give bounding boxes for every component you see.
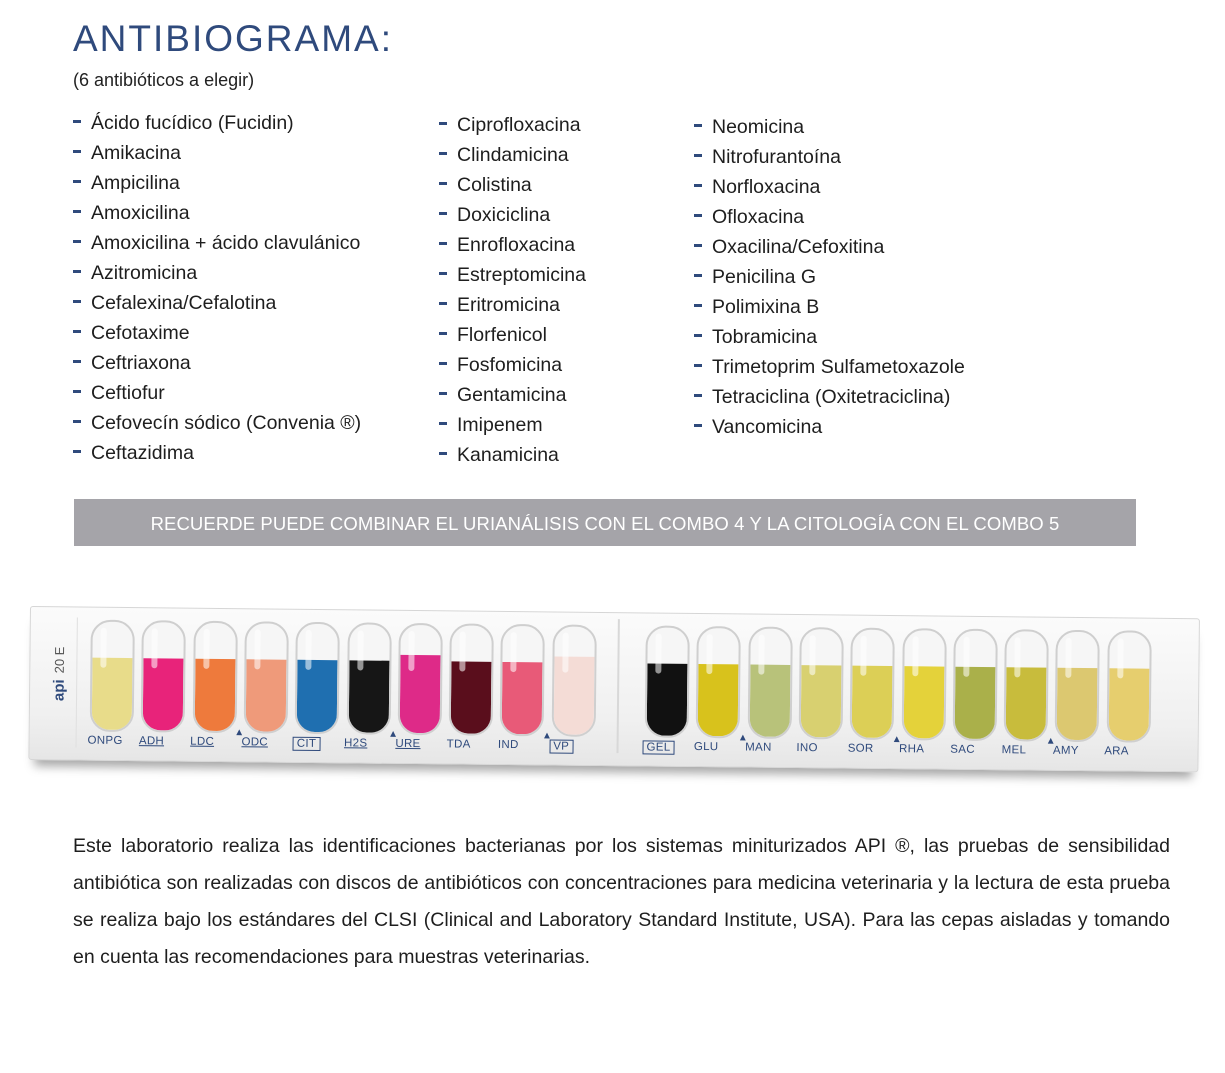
antibiotic-name: Tetraciclina (Oxitetraciclina)	[712, 386, 951, 408]
bullet-dash-icon	[439, 392, 447, 395]
antibiotic-list-col1	[73, 108, 361, 468]
antibiotic-name: Vancomicina	[712, 416, 823, 438]
antibiotic-name: Imipenem	[457, 414, 543, 436]
bullet-dash-icon	[694, 154, 702, 157]
test-label: ARA	[1104, 745, 1129, 758]
test-well	[696, 626, 741, 738]
antibiotic-item	[439, 320, 586, 350]
api-strip	[28, 606, 1200, 772]
bullet-dash-icon	[439, 212, 447, 215]
antibiotic-item	[694, 232, 965, 262]
antibiotic-item	[694, 412, 965, 442]
test-label: SOR	[847, 742, 874, 755]
bullet-dash-icon	[694, 334, 702, 337]
antibiotic-item	[694, 172, 965, 202]
antibiotic-item	[73, 348, 361, 378]
antibiotic-item	[439, 440, 586, 470]
triangle-marker-icon: ▲	[234, 727, 245, 739]
antibiotic-name: Colistina	[457, 174, 532, 196]
antibiotic-name: Gentamicina	[457, 384, 567, 406]
test-well-fill	[399, 655, 440, 733]
antibiotic-name: Amoxicilina + ácido clavulánico	[91, 232, 361, 254]
bullet-dash-icon	[73, 300, 81, 303]
antibiotic-name: Ciprofloxacina	[457, 114, 581, 136]
test-well-fill	[451, 661, 492, 733]
antibiotic-item	[694, 292, 965, 322]
bullet-dash-icon	[694, 214, 702, 217]
antibiotic-item	[73, 378, 361, 408]
antibiotic-item	[73, 198, 361, 228]
bullet-dash-icon	[73, 210, 81, 213]
test-label: RHA	[898, 743, 925, 756]
test-well	[90, 620, 135, 732]
bullet-dash-icon	[694, 304, 702, 307]
antibiotic-name: Norfloxacina	[712, 176, 821, 198]
bullet-dash-icon	[73, 120, 81, 123]
antibiotic-item	[73, 228, 361, 258]
bullet-dash-icon	[439, 242, 447, 245]
antibiotic-item	[694, 352, 965, 382]
bullet-dash-icon	[73, 420, 81, 423]
bullet-dash-icon	[439, 122, 447, 125]
test-well	[449, 623, 494, 735]
test-label: GEL	[642, 740, 674, 754]
combo-banner: RECUERDE PUEDE COMBINAR EL URIANÁLISIS CON EL COMBO 4 Y LA CITOLOGÍA CON EL COMBO 5	[74, 499, 1136, 546]
test-label: GLU	[693, 740, 719, 754]
antibiotic-name: Trimetoprim Sulfametoxazole	[712, 356, 965, 378]
antibiotic-name: Ampicilina	[91, 172, 180, 194]
antibiotic-name: Polimixina B	[712, 296, 820, 318]
test-well	[500, 624, 545, 736]
antibiotic-name: Ceftazidima	[91, 442, 194, 464]
antibiotic-item	[73, 108, 361, 138]
test-well-fill	[852, 666, 893, 738]
antibiotic-name: Tobramicina	[712, 326, 818, 348]
antibiotic-name: Ceftriaxona	[91, 352, 191, 374]
test-well	[901, 628, 946, 740]
triangle-marker-icon: ▲	[388, 728, 399, 740]
test-label: TDA	[446, 738, 471, 751]
antibiotic-item	[73, 318, 361, 348]
bullet-dash-icon	[694, 394, 702, 397]
page-title: ANTIBIOGRAMA:	[73, 18, 393, 59]
antibiotic-name: Eritromicina	[457, 294, 560, 316]
bullet-dash-icon	[439, 302, 447, 305]
description-paragraph: Este laboratorio realiza las identificaciones bacterianas por los sistemas miniturizados API ®, las pruebas de sensibilidad antibiótica son realizadas con discos de antibióticos con concentraciones para medicina veterinaria y la lectura de esta prueba se realiza bajo los estándares del CLSI (Clinical and Laboratory Standard Institute, USA). Para las cepas aisladas y tomando en cuenta las recomendaciones para muestras veterinarias.	[73, 835, 1170, 968]
test-well	[295, 622, 340, 734]
page-subtitle: (6 antibióticos a elegir)	[73, 70, 255, 90]
bullet-dash-icon	[439, 452, 447, 455]
test-label: VP	[549, 739, 573, 753]
test-well-fill	[647, 663, 688, 735]
antibiotic-list-col2	[439, 110, 586, 470]
test-well-fill	[1057, 668, 1098, 740]
test-label: URE	[395, 737, 421, 751]
bullet-dash-icon	[694, 244, 702, 247]
test-label: IND	[497, 738, 519, 752]
antibiotic-name: Penicilina G	[712, 266, 817, 288]
bullet-dash-icon	[73, 360, 81, 363]
antibiotic-name: Ofloxacina	[712, 206, 805, 228]
api-strip-image	[30, 606, 1200, 776]
antibiotic-item	[694, 322, 965, 352]
test-label: MEL	[1001, 744, 1027, 757]
test-well	[952, 629, 997, 741]
api-model: 20 E	[51, 646, 68, 674]
bullet-dash-icon	[439, 152, 447, 155]
test-well-fill	[1006, 667, 1047, 739]
antibiotic-item	[694, 112, 965, 142]
bullet-dash-icon	[439, 272, 447, 275]
triangle-marker-icon: ▲	[737, 732, 748, 744]
triangle-marker-icon: ▲	[1045, 735, 1056, 747]
bullet-dash-icon	[73, 330, 81, 333]
antibiotic-item	[439, 380, 586, 410]
api-brand-name: api	[50, 679, 68, 702]
triangle-marker-icon: ▲	[542, 730, 553, 742]
antibiotic-name: Enrofloxacina	[457, 234, 576, 256]
test-well	[346, 622, 391, 734]
antibiotic-name: Ácido fucídico (Fucidin)	[91, 112, 294, 134]
antibiotic-item	[439, 290, 586, 320]
test-well	[799, 627, 844, 739]
test-well	[551, 624, 596, 736]
test-label: CIT	[293, 737, 321, 751]
bullet-dash-icon	[439, 332, 447, 335]
test-well-fill	[698, 664, 739, 736]
antibiotic-name: Cefalexina/Cefalotina	[91, 292, 277, 314]
antibiotic-item	[439, 110, 586, 140]
antibiotic-name: Cefovecín sódico (Convenia ®)	[91, 412, 362, 434]
api-brand-logo	[40, 617, 78, 747]
strip-divider	[616, 619, 619, 753]
test-well-fill	[502, 662, 543, 734]
antibiotic-item	[439, 260, 586, 290]
antibiotic-item	[73, 258, 361, 288]
antibiotic-item	[694, 142, 965, 172]
bullet-dash-icon	[73, 450, 81, 453]
test-well-fill	[348, 660, 389, 732]
bullet-dash-icon	[694, 274, 702, 277]
antibiotic-name: Cefotaxime	[91, 322, 190, 344]
antibiotic-item	[73, 408, 361, 438]
antibiotic-name: Nitrofurantoína	[712, 146, 841, 168]
test-well-fill	[903, 666, 944, 738]
antibiotic-item	[439, 140, 586, 170]
antibiotic-name: Florfenicol	[457, 324, 547, 346]
test-well	[397, 623, 442, 735]
test-well-fill	[801, 665, 842, 737]
test-well	[1106, 630, 1151, 742]
test-label: ADH	[138, 735, 165, 748]
antibiotic-name: Fosfomicina	[457, 354, 563, 376]
bullet-dash-icon	[73, 390, 81, 393]
antibiotic-item	[439, 170, 586, 200]
test-well-fill	[297, 660, 338, 732]
antibiotic-item	[694, 202, 965, 232]
bullet-dash-icon	[694, 184, 702, 187]
antibiotic-item	[439, 350, 586, 380]
antibiotic-item	[73, 438, 361, 468]
test-well-fill	[749, 665, 790, 737]
antibiotic-item	[694, 382, 965, 412]
test-label: H2S	[344, 737, 368, 750]
antibiotic-name: Doxiciclina	[457, 204, 551, 226]
test-well-fill	[194, 659, 235, 731]
bullet-dash-icon	[73, 180, 81, 183]
antibiotic-name: Neomicina	[712, 116, 805, 138]
antibiotic-name: Azitromicina	[91, 262, 198, 284]
bullet-dash-icon	[439, 182, 447, 185]
antibiotic-item	[73, 168, 361, 198]
bullet-dash-icon	[439, 362, 447, 365]
bullet-dash-icon	[73, 240, 81, 243]
antibiotic-item	[73, 288, 361, 318]
test-well-fill	[553, 656, 594, 734]
antibiotic-item	[439, 410, 586, 440]
bullet-dash-icon	[439, 422, 447, 425]
antibiotic-name: Clindamicina	[457, 144, 569, 166]
test-label: SAC	[950, 743, 975, 756]
test-well-fill	[246, 659, 287, 731]
antibiotic-name: Amikacina	[91, 142, 181, 164]
antibiotic-name: Ceftiofur	[91, 382, 165, 404]
test-label: ONPG	[87, 734, 123, 747]
antibiotic-item	[73, 138, 361, 168]
test-well	[141, 620, 186, 732]
antibiotic-item	[694, 262, 965, 292]
test-well	[244, 621, 289, 733]
bullet-dash-icon	[73, 270, 81, 273]
antibiotic-name: Oxacilina/Cefoxitina	[712, 236, 885, 258]
test-label: MAN	[745, 741, 772, 754]
test-well	[747, 627, 792, 739]
bullet-dash-icon	[73, 150, 81, 153]
triangle-marker-icon: ▲	[891, 734, 902, 746]
antibiotic-item	[439, 200, 586, 230]
antibiotic-name: Estreptomicina	[457, 264, 586, 286]
antibiotic-list-col3	[694, 112, 965, 442]
antibiotic-item	[439, 230, 586, 260]
test-well	[1004, 629, 1049, 741]
test-well	[192, 621, 237, 733]
test-well-fill	[92, 658, 133, 730]
test-well-fill	[143, 658, 184, 730]
antibiotic-name: Amoxicilina	[91, 202, 190, 224]
test-well-fill	[954, 667, 995, 739]
antibiotic-name: Kanamicina	[457, 444, 559, 466]
bullet-dash-icon	[694, 424, 702, 427]
test-well	[850, 628, 895, 740]
test-label: INO	[796, 742, 818, 755]
test-label: AMY	[1052, 744, 1079, 757]
test-label: LDC	[190, 735, 215, 748]
bullet-dash-icon	[694, 124, 702, 127]
test-well	[1055, 630, 1100, 742]
test-well	[645, 625, 690, 737]
test-label: ODC	[241, 736, 269, 749]
bullet-dash-icon	[694, 364, 702, 367]
test-well-fill	[1108, 668, 1149, 740]
